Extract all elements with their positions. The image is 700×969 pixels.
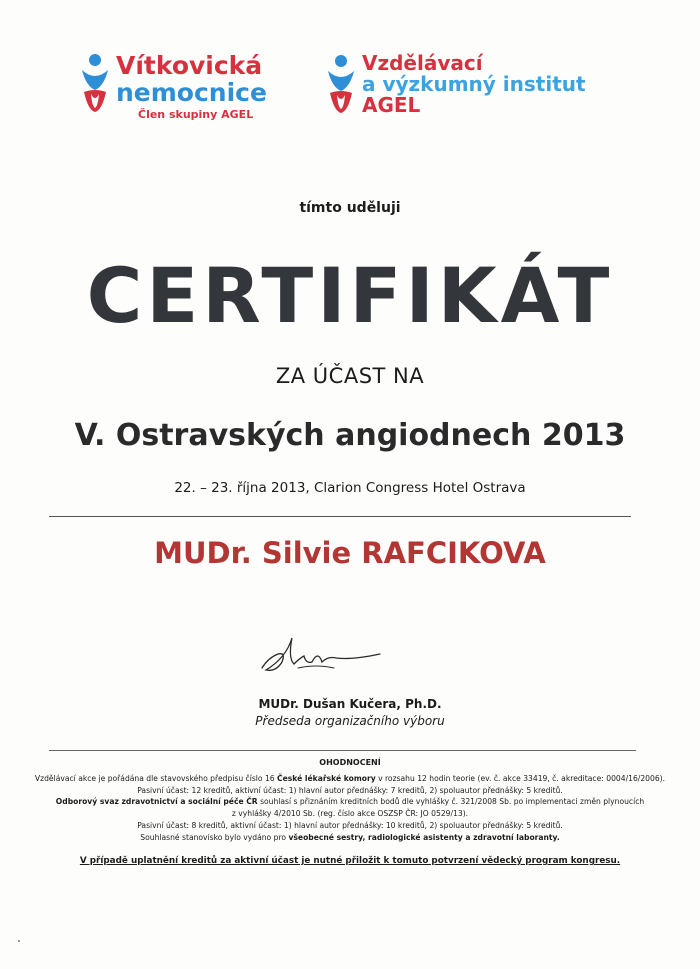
evaluation-line: Pasivní účast: 12 kreditů, aktivní účast: 1) hlavní autor přednášky: 7 kreditů, 2) spoluautor přednášky: 5 kreditů. bbox=[137, 785, 563, 795]
agel-figure-icon bbox=[326, 53, 356, 115]
divider bbox=[49, 750, 636, 751]
certificate-title: CERTIFIKÁT bbox=[86, 251, 614, 340]
evaluation-line bbox=[0, 796, 700, 808]
text-segment: souhlasí s přiznáním kreditních bodů dle vyhlášky č. 321/2008 Sb. po implementaci změn plynoucích bbox=[257, 797, 645, 807]
logo-line-vyzkumny-institut: a výzkumný institut bbox=[362, 72, 586, 96]
signature-icon bbox=[256, 628, 386, 680]
text-segment: Vzdělávací akce je pořádána dle stavovského předpisu číslo 16 bbox=[34, 774, 278, 783]
evaluation-line bbox=[0, 773, 700, 785]
event-name: V. Ostravských angiodnech 2013 bbox=[74, 418, 626, 453]
evaluation-line bbox=[0, 832, 700, 844]
evaluation-line: z vyhlášky 4/2010 Sb. (reg. číslo akce OSZSP ČR: JO 0529/13). bbox=[231, 809, 469, 819]
logo-line-clen-skupiny: Člen skupiny AGEL bbox=[138, 108, 254, 121]
text-segment-bold: České lékařské komory bbox=[277, 774, 376, 783]
evaluation-heading: OHODNOCENÍ bbox=[319, 758, 381, 767]
logo-line-nemocnice: nemocnice bbox=[116, 78, 267, 107]
evaluation-text bbox=[0, 773, 700, 843]
agel-figure-icon bbox=[80, 52, 110, 114]
divider bbox=[49, 516, 631, 517]
signer-name: MUDr. Dušan Kučera, Ph.D. bbox=[258, 697, 442, 711]
text-segment-bold: všeobecné sestry, radiologické asistenty a zdravotní laboranty. bbox=[288, 832, 560, 842]
signer-role: Předseda organizačního výboru bbox=[255, 714, 445, 728]
evaluation-line: Pasivní účast: 8 kreditů, aktivní účast: 1) hlavní autor přednášky: 10 kreditů, 2) spoluautor přednášky: 5 kreditů. bbox=[137, 820, 563, 830]
scan-speck bbox=[18, 940, 20, 942]
logo-line-agel: AGEL bbox=[362, 93, 421, 117]
text-segment-bold: Odborový svaz zdravotnictví a sociální péče ČR bbox=[55, 797, 258, 807]
recipient-name: MUDr. Silvie RAFCIKOVA bbox=[154, 536, 546, 570]
za-ucast-text: ZA ÚČAST NA bbox=[275, 364, 425, 388]
event-dates: 22. – 23. října 2013, Clarion Congress Hotel Ostrava bbox=[174, 480, 526, 496]
text-segment: Souhlasné stanovisko bylo vydáno pro bbox=[140, 832, 289, 842]
footer-note: V případě uplatnění kreditů za aktivní účast je nutné přiložit k tomuto potvrzení vědecký program kongresu. bbox=[79, 856, 621, 866]
logo-line-vitkovicka: Vítkovická bbox=[116, 51, 263, 80]
lead-text: tímto uděluji bbox=[299, 200, 401, 216]
vitkovicka-nemocnice-logo bbox=[80, 52, 267, 121]
text-segment: v rozsahu 12 hodin teorie (ev. č. akce 33419, č. akreditace: 0004/16/2006). bbox=[375, 774, 666, 783]
logo-line-vzdelavaci: Vzdělávací bbox=[362, 51, 483, 75]
institut-agel-logo bbox=[326, 53, 586, 116]
